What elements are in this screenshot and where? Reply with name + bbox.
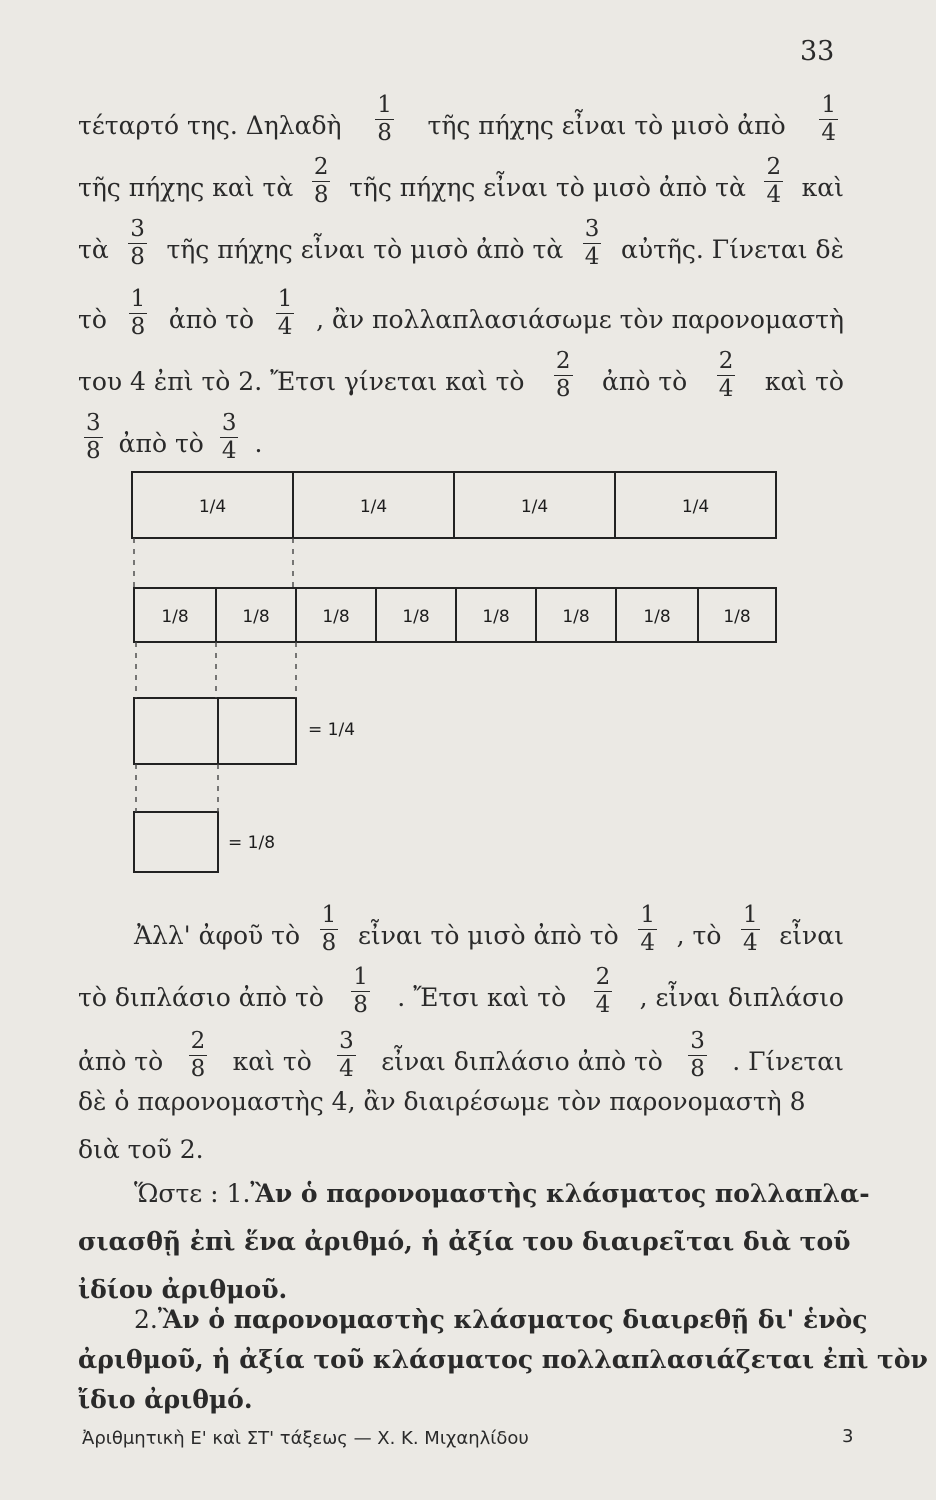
text-line-m5: διὰ τοῦ 2. <box>78 1135 204 1164</box>
fraction: $\frac{1}{4}$ <box>277 286 293 340</box>
text-line-m4: δὲ ὁ παρονομαστὴς 4, ἂν διαιρέσωμε τὸν παρονομαστὴ 8 <box>78 1087 806 1116</box>
text-line-3: τὰ $\frac{3}{8}$ τῆς πήχης εἶναι τὸ μισὸ ἀπὸ τὰ $\frac{3}{4}$ αὐτῆς. Γίνεται δὲ <box>78 216 844 270</box>
fraction: $\frac{1}{4}$ <box>821 92 836 146</box>
quarter-label: 1/4 <box>198 497 227 517</box>
text-line-1: τέταρτό της. Δηλαδὴ $\frac{1}{8}$ τῆς πήχης εἶναι τὸ μισὸ ἀπὸ $\frac{1}{4}$ <box>78 92 836 146</box>
text-line-5: του 4 ἐπὶ τὸ 2. Ἔτσι γίνεται καὶ τὸ $\frac{2}{8}$ ἀπὸ τὸ $\frac{2}{4}$ καὶ τὸ <box>78 348 844 402</box>
eighth-label: 1/8 <box>562 607 590 627</box>
fraction: $\frac{1}{8}$ <box>321 902 337 956</box>
rule-2-line-b: ἀριθμοῦ, ἡ ἀξία τοῦ κλάσματος πολλαπλασιάζεται ἐπὶ τὸν <box>78 1345 928 1374</box>
text-line-m2: τὸ διπλάσιο ἀπὸ τὸ $\frac{1}{8}$ . Ἔτσι καὶ τὸ $\frac{2}{4}$ , εἶναι διπλάσιο <box>78 964 844 1018</box>
fraction: $\frac{2}{8}$ <box>190 1028 206 1082</box>
text-line-4: τὸ $\frac{1}{8}$ ἀπὸ τὸ $\frac{1}{4}$ , ἂν πολλαπλασιάσωμε τὸν παρονομαστὴ <box>78 286 844 340</box>
quarter-label: 1/4 <box>359 497 388 517</box>
text-line-m1: Ἀλλ' ἀφοῦ τὸ $\frac{1}{8}$ εἶναι τὸ μισὸ ἀπὸ τὸ $\frac{1}{4}$ , τὸ $\frac{1}{4}$ εἶναι <box>134 902 844 956</box>
rule-2-line-a: 2. Ἂν ὁ παρονομαστὴς κλάσματος διαιρεθῇ δι' ἑνὸς <box>134 1305 868 1334</box>
quarter-label: 1/4 <box>681 497 710 517</box>
fraction: $\frac{1}{4}$ <box>640 902 655 956</box>
fraction: $\frac{1}{8}$ <box>377 92 392 146</box>
eighth-label: 1/8 <box>643 607 671 627</box>
fraction: $\frac{1}{8}$ <box>353 964 368 1018</box>
fraction: $\frac{1}{8}$ <box>130 286 146 340</box>
fraction: $\frac{3}{8}$ <box>130 216 145 270</box>
eighth-label: 1/8 <box>242 607 270 627</box>
fraction: $\frac{2}{4}$ <box>766 154 782 208</box>
equals-quarter-label: = 1/4 <box>308 720 356 740</box>
text-line-m3: ἀπὸ τὸ $\frac{2}{8}$ καὶ τὸ $\frac{3}{4}$ εἶναι διπλάσιο ἀπὸ τὸ $\frac{3}{8}$ . Γίνεται <box>78 1028 844 1082</box>
text-line-6: $\frac{3}{8}$ ἀπὸ τὸ $\frac{3}{4}$ . <box>86 410 263 464</box>
rule-2-line-c: ἴδιο ἀριθμό. <box>78 1385 253 1414</box>
equals-eighth-label: = 1/8 <box>228 833 276 853</box>
quarter-box <box>134 698 296 764</box>
fraction: $\frac{2}{4}$ <box>595 964 611 1018</box>
rule-1-line-b: σιασθῇ ἐπὶ ἕνα ἀριθμό, ἡ ἀξία του διαιρεῖται διὰ τοῦ <box>78 1227 851 1256</box>
footer-signature-number: 3 <box>842 1426 854 1447</box>
fraction: $\frac{2}{8}$ <box>555 348 571 402</box>
eighth-label: 1/8 <box>322 607 350 627</box>
fraction: $\frac{3}{8}$ <box>86 410 101 464</box>
rule-1-line-c: ἰδίου ἀριθμοῦ. <box>78 1275 288 1304</box>
quarter-label: 1/4 <box>520 497 549 517</box>
fraction: $\frac{3}{4}$ <box>584 216 600 270</box>
eighth-label: 1/8 <box>723 607 751 627</box>
text-line-2: τῆς πήχης καὶ τὰ $\frac{2}{8}$ τῆς πήχης εἶναι τὸ μισὸ ἀπὸ τὰ $\frac{2}{4}$ καὶ <box>78 154 844 208</box>
eighth-label: 1/8 <box>402 607 430 627</box>
fraction: $\frac{3}{4}$ <box>339 1028 354 1082</box>
fraction: $\frac{2}{4}$ <box>718 348 734 402</box>
eighth-label: 1/8 <box>482 607 510 627</box>
eighth-box <box>134 812 218 872</box>
rule-1-line-a: Ὥστε : 1. Ἂν ὁ παρονομαστὴς κλάσματος πολλαπλα- <box>134 1179 870 1208</box>
fraction: $\frac{1}{4}$ <box>743 902 758 956</box>
fraction: $\frac{3}{4}$ <box>221 410 237 464</box>
fraction: $\frac{2}{8}$ <box>313 154 329 208</box>
page-number: 33 <box>800 36 835 67</box>
footer-credit: Ἀριθμητικὴ Ε' καὶ ΣΤ' τάξεως — Χ. Κ. Μιχαηλίδου <box>82 1428 529 1449</box>
fraction: $\frac{3}{8}$ <box>690 1028 705 1082</box>
eighth-label: 1/8 <box>161 607 189 627</box>
